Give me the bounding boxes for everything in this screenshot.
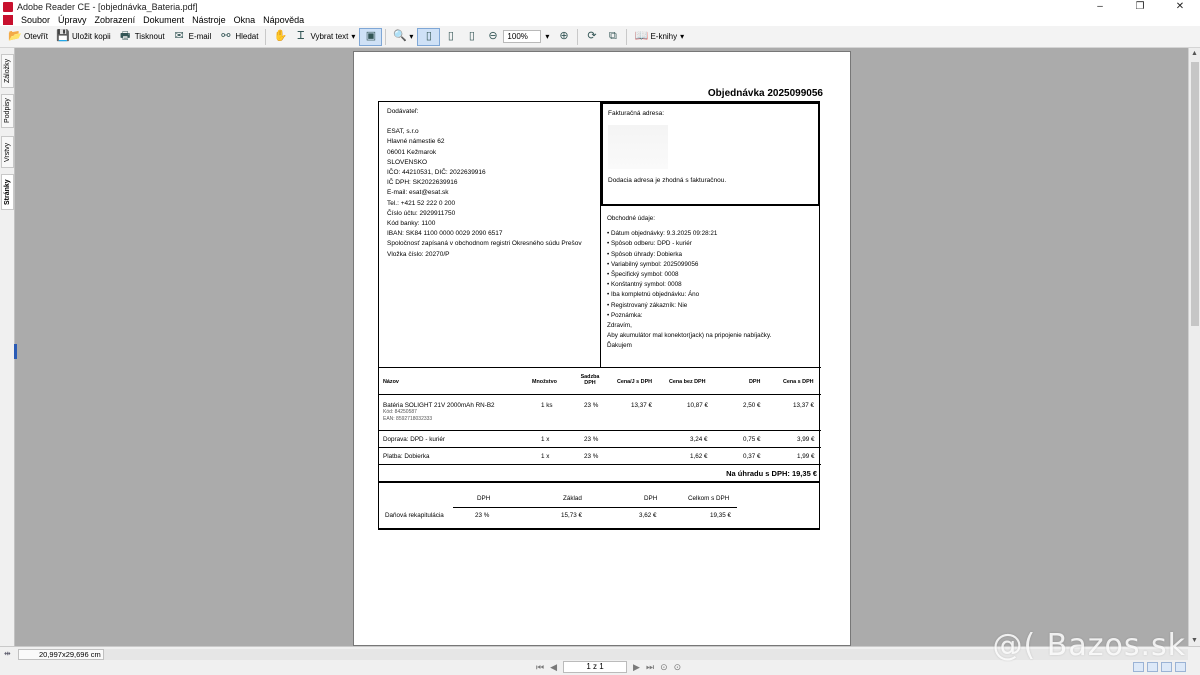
menu-edit[interactable]: Úpravy	[58, 14, 87, 25]
save-copy-label: Uložit kopii	[72, 32, 111, 41]
row-divider	[379, 464, 821, 465]
title-bar	[0, 0, 1200, 13]
shipping-qty: 1 x	[541, 436, 550, 443]
product-code: Kód: 84250587	[383, 409, 417, 415]
supplier-line: ESAT, s.r.o	[387, 128, 419, 136]
recap-base: 15,73 €	[561, 512, 583, 519]
window-controls	[1080, 0, 1200, 13]
toolbar-separator	[265, 29, 266, 45]
header-price-incl: Cena s DPH	[783, 379, 814, 385]
menu-tools[interactable]: Nástroje	[192, 14, 226, 25]
page-dimensions: 20,997x29,696 cm	[18, 649, 104, 660]
recap-vat: 3,62 €	[639, 512, 657, 519]
hand-tool-button[interactable]	[269, 28, 290, 46]
order-info-line: • Registrovaný zákazník: Nie	[607, 301, 688, 309]
page-number-input[interactable]: 1 z 1	[563, 661, 627, 673]
shipping-price-excl: 3,24 €	[690, 436, 708, 443]
billing-address-section	[601, 102, 820, 206]
order-info-line: • Dátum objednávky: 9.3.2025 09:28:21	[607, 230, 718, 238]
supplier-line: Spoločnosť zapísaná v obchodnom registri Okresného súdu Prešov	[387, 240, 582, 248]
continuous-icon[interactable]	[1147, 662, 1158, 672]
zoom-dropdown[interactable]	[541, 28, 553, 46]
supplier-line: IČO: 44210531, DIČ: 2022639916	[387, 169, 486, 177]
print-label: Tisknout	[134, 32, 165, 41]
order-title: Objednávka 2025099056	[707, 88, 823, 99]
supplier-line: Kód banky: 1100	[387, 220, 436, 228]
order-info-line: • Iba kompletnú objednávku: Áno	[607, 291, 700, 299]
tax-recap	[378, 481, 820, 530]
billing-label: Fakturačná adresa:	[608, 110, 665, 117]
product-unit-price: 13,37 €	[631, 402, 653, 409]
header-price-excl: Cena bez DPH	[669, 379, 706, 385]
recap-header-vat-rate: DPH	[477, 495, 491, 502]
find-button[interactable]	[215, 28, 262, 46]
first-page-icon[interactable]: ⏮	[536, 661, 545, 672]
zoom-input[interactable]: 100%	[503, 30, 541, 43]
order-info-line: • Variabilný symbol: 2025099056	[607, 260, 699, 268]
menu-window[interactable]: Okna	[233, 14, 256, 25]
plus-circle-icon: ⊕	[559, 30, 569, 42]
maximize-button[interactable]: ❐	[1135, 1, 1145, 12]
continuous-facing-icon[interactable]	[1175, 662, 1186, 672]
resize-icon: ⇹	[4, 649, 11, 658]
payment-price-incl: 1,99 €	[797, 453, 815, 460]
chevron-down-icon: ▾	[680, 32, 685, 41]
select-text-button[interactable]	[290, 28, 359, 46]
shipping-vat-rate: 23 %	[584, 436, 599, 443]
page-width-icon: ▯	[468, 30, 475, 42]
payment-price-excl: 1,62 €	[690, 453, 708, 460]
close-button[interactable]: ✕	[1175, 1, 1185, 12]
next-page-icon[interactable]: ▶	[633, 661, 640, 672]
supplier-line: SLOVENSKO	[387, 158, 428, 166]
fit-page-button[interactable]	[440, 28, 461, 46]
page-fit-icon: ▯	[447, 30, 454, 42]
zoom-in-button[interactable]	[553, 28, 574, 46]
menu-file[interactable]: Soubor	[21, 14, 51, 25]
page-actual-size-icon: ▯	[425, 30, 432, 42]
menu-view[interactable]: Zobrazení	[94, 14, 136, 25]
order-info-line: • Špecifický symbol: 0008	[607, 271, 679, 279]
ebooks-label: E-knihy	[650, 32, 678, 41]
find-label: Hledat	[235, 32, 259, 41]
payment-vat: 0,37 €	[743, 453, 761, 460]
folder-open-icon: 📂	[8, 30, 22, 42]
supplier-line: IČ DPH: SK2022639916	[387, 179, 458, 187]
row-divider	[379, 394, 821, 395]
window-title: Adobe Reader CE - [objednávka_Bateria.pdf]	[17, 1, 198, 12]
shipping-price-incl: 3,99 €	[797, 436, 815, 443]
zoom-tool-button[interactable]	[389, 28, 417, 46]
order-info-label: Obchodné údaje:	[607, 215, 655, 222]
order-box	[378, 101, 820, 529]
fit-width-button[interactable]	[461, 28, 482, 46]
redacted-address	[608, 125, 668, 169]
minus-circle-icon: ⊖	[488, 30, 498, 42]
previous-view-icon[interactable]: ⊙	[660, 661, 668, 672]
camera-icon: ▣	[365, 30, 377, 42]
vertical-scrollbar[interactable]	[1188, 48, 1200, 646]
email-label: E-mail	[188, 32, 212, 41]
rotate-page-icon: ⟳	[587, 30, 597, 42]
supplier-line: Tel.: +421 52 222 0 200	[387, 199, 456, 207]
product-price-incl: 13,37 €	[793, 402, 815, 409]
chevron-down-icon: ▾	[545, 32, 550, 41]
payment-name: Platba: Dobierka	[383, 453, 430, 460]
menu-bar	[0, 13, 1200, 26]
page-layout-buttons	[1133, 662, 1186, 672]
product-price-excl: 10,87 €	[687, 402, 709, 409]
recap-label: Daňová rekapitulácia	[385, 512, 444, 519]
recap-header-base: Základ	[563, 495, 582, 502]
header-vat-rate: Sadzba DPH	[580, 374, 600, 386]
save-copy-button[interactable]	[52, 28, 115, 46]
last-page-icon[interactable]: ⏭	[645, 661, 655, 672]
book-icon: 📖	[634, 30, 649, 42]
menu-help[interactable]: Nápověda	[263, 14, 305, 25]
previous-page-icon[interactable]: ◀	[550, 661, 558, 672]
watermark: @( Bazos.sk	[992, 628, 1186, 663]
toolbar-separator	[385, 29, 386, 45]
order-info-line: • Spôsob odberu: DPD - kuriér	[607, 240, 692, 248]
product-ean: EAN: 8592718032333	[383, 416, 433, 422]
pages-button[interactable]	[602, 28, 623, 46]
menu-document[interactable]: Dokument	[143, 14, 185, 25]
total-amount: Na úhradu s DPH: 19,35 €	[726, 469, 817, 478]
tab-bookmarks[interactable]: Záložky	[1, 54, 14, 88]
order-info-line: • Spôsob úhrady: Dobierka	[607, 250, 683, 258]
supplier-line: IBAN: SK84 1100 0000 0029 2090 6517	[387, 230, 503, 238]
order-info-line: Aby akumulátor mal konektor(jack) na pripojenie nabíjačky.	[607, 332, 772, 340]
tab-signatures[interactable]: Podpisy	[1, 94, 14, 128]
binoculars-icon: ⚯	[221, 30, 231, 42]
email-icon: ✉	[174, 30, 184, 42]
actual-size-button[interactable]	[417, 28, 440, 46]
recap-header-vat: DPH	[644, 495, 658, 502]
next-view-icon[interactable]: ⊙	[673, 661, 682, 672]
supplier-line: E-mail: esat@esat.sk	[387, 189, 449, 197]
snapshot-tool-button[interactable]	[359, 28, 382, 46]
row-divider	[379, 430, 821, 431]
open-button[interactable]	[4, 28, 52, 46]
app-icon	[3, 2, 13, 12]
text-cursor-icon: Ꮖ	[297, 30, 305, 42]
tab-layers[interactable]: Vrstvy	[1, 136, 14, 168]
toolbar-separator	[577, 29, 578, 45]
single-page-icon[interactable]	[1133, 662, 1144, 672]
order-info-section	[601, 206, 820, 367]
header-unit-price: Cena/J s DPH	[617, 379, 653, 385]
supplier-section	[379, 102, 601, 367]
supplier-line: Vložka číslo: 20270/P	[387, 250, 450, 258]
scroll-down-icon[interactable]: ▼	[1191, 637, 1198, 644]
supplier-line: Číslo účtu: 2929911750	[387, 209, 456, 217]
header-name: Názov	[383, 379, 399, 385]
minimize-button[interactable]: –	[1097, 1, 1103, 12]
document-icon[interactable]	[3, 15, 13, 25]
product-cell	[383, 402, 495, 423]
shipping-vat: 0,75 €	[743, 436, 761, 443]
magnifier-icon: 🔍	[393, 30, 408, 42]
facing-icon[interactable]	[1161, 662, 1172, 672]
print-button[interactable]	[115, 28, 169, 46]
order-info-line: Ďakujem	[607, 342, 632, 350]
select-text-label: Vybrat text	[310, 32, 349, 41]
splitter-handle[interactable]	[14, 344, 17, 359]
product-qty: 1 ks	[541, 402, 553, 409]
tab-pages[interactable]: Stránky	[1, 174, 14, 210]
page-navigation	[536, 661, 681, 673]
zoom-out-button[interactable]	[482, 28, 503, 46]
supplier-label: Dodávateľ:	[387, 108, 419, 115]
toolbar	[0, 26, 1200, 48]
header-qty: Množstvo	[532, 379, 557, 385]
product-vat: 2,50 €	[743, 402, 761, 409]
payment-vat-rate: 23 %	[584, 453, 599, 460]
toolbar-separator	[626, 29, 627, 45]
recap-header-total: Celkom s DPH	[688, 495, 730, 502]
save-icon: 💾	[56, 30, 70, 42]
scrollbar-thumb[interactable]	[1191, 62, 1199, 326]
email-button[interactable]	[169, 28, 216, 46]
shipping-name: Doprava: DPD - kuriér	[383, 436, 445, 443]
order-info-line: Zdravím,	[607, 322, 632, 330]
recap-vat-rate: 23 %	[475, 512, 490, 519]
navigation-pane-tabs	[0, 48, 15, 646]
scroll-up-icon[interactable]: ▲	[1191, 50, 1198, 57]
row-divider	[379, 447, 821, 448]
ebooks-button[interactable]	[630, 28, 688, 46]
pdf-page	[353, 51, 851, 646]
chevron-down-icon: ▾	[351, 32, 356, 41]
product-name: Batéria SOLIGHT 21V 2000mAh RN-B2	[383, 402, 495, 409]
hand-icon: ✋	[273, 30, 288, 42]
product-vat-rate: 23 %	[584, 402, 599, 409]
recap-total: 19,35 €	[710, 512, 732, 519]
chevron-down-icon: ▾	[409, 32, 414, 41]
order-info-line: • Konštantný symbol: 0008	[607, 281, 682, 289]
order-info-line: • Poznámka:	[607, 311, 643, 319]
header-vat: DPH	[749, 379, 761, 385]
pages-icon: ⧉	[609, 30, 617, 42]
open-label: Otevřít	[24, 32, 49, 41]
rotate-button[interactable]	[581, 28, 602, 46]
printer-icon: 🖶	[120, 30, 131, 42]
payment-qty: 1 x	[541, 453, 550, 460]
supplier-line: 06001 Kežmarok	[387, 148, 437, 156]
supplier-line: Hlavné námestie 62	[387, 138, 445, 146]
recap-divider	[453, 507, 737, 508]
delivery-note: Dodacia adresa je zhodná s fakturačnou.	[608, 177, 727, 184]
